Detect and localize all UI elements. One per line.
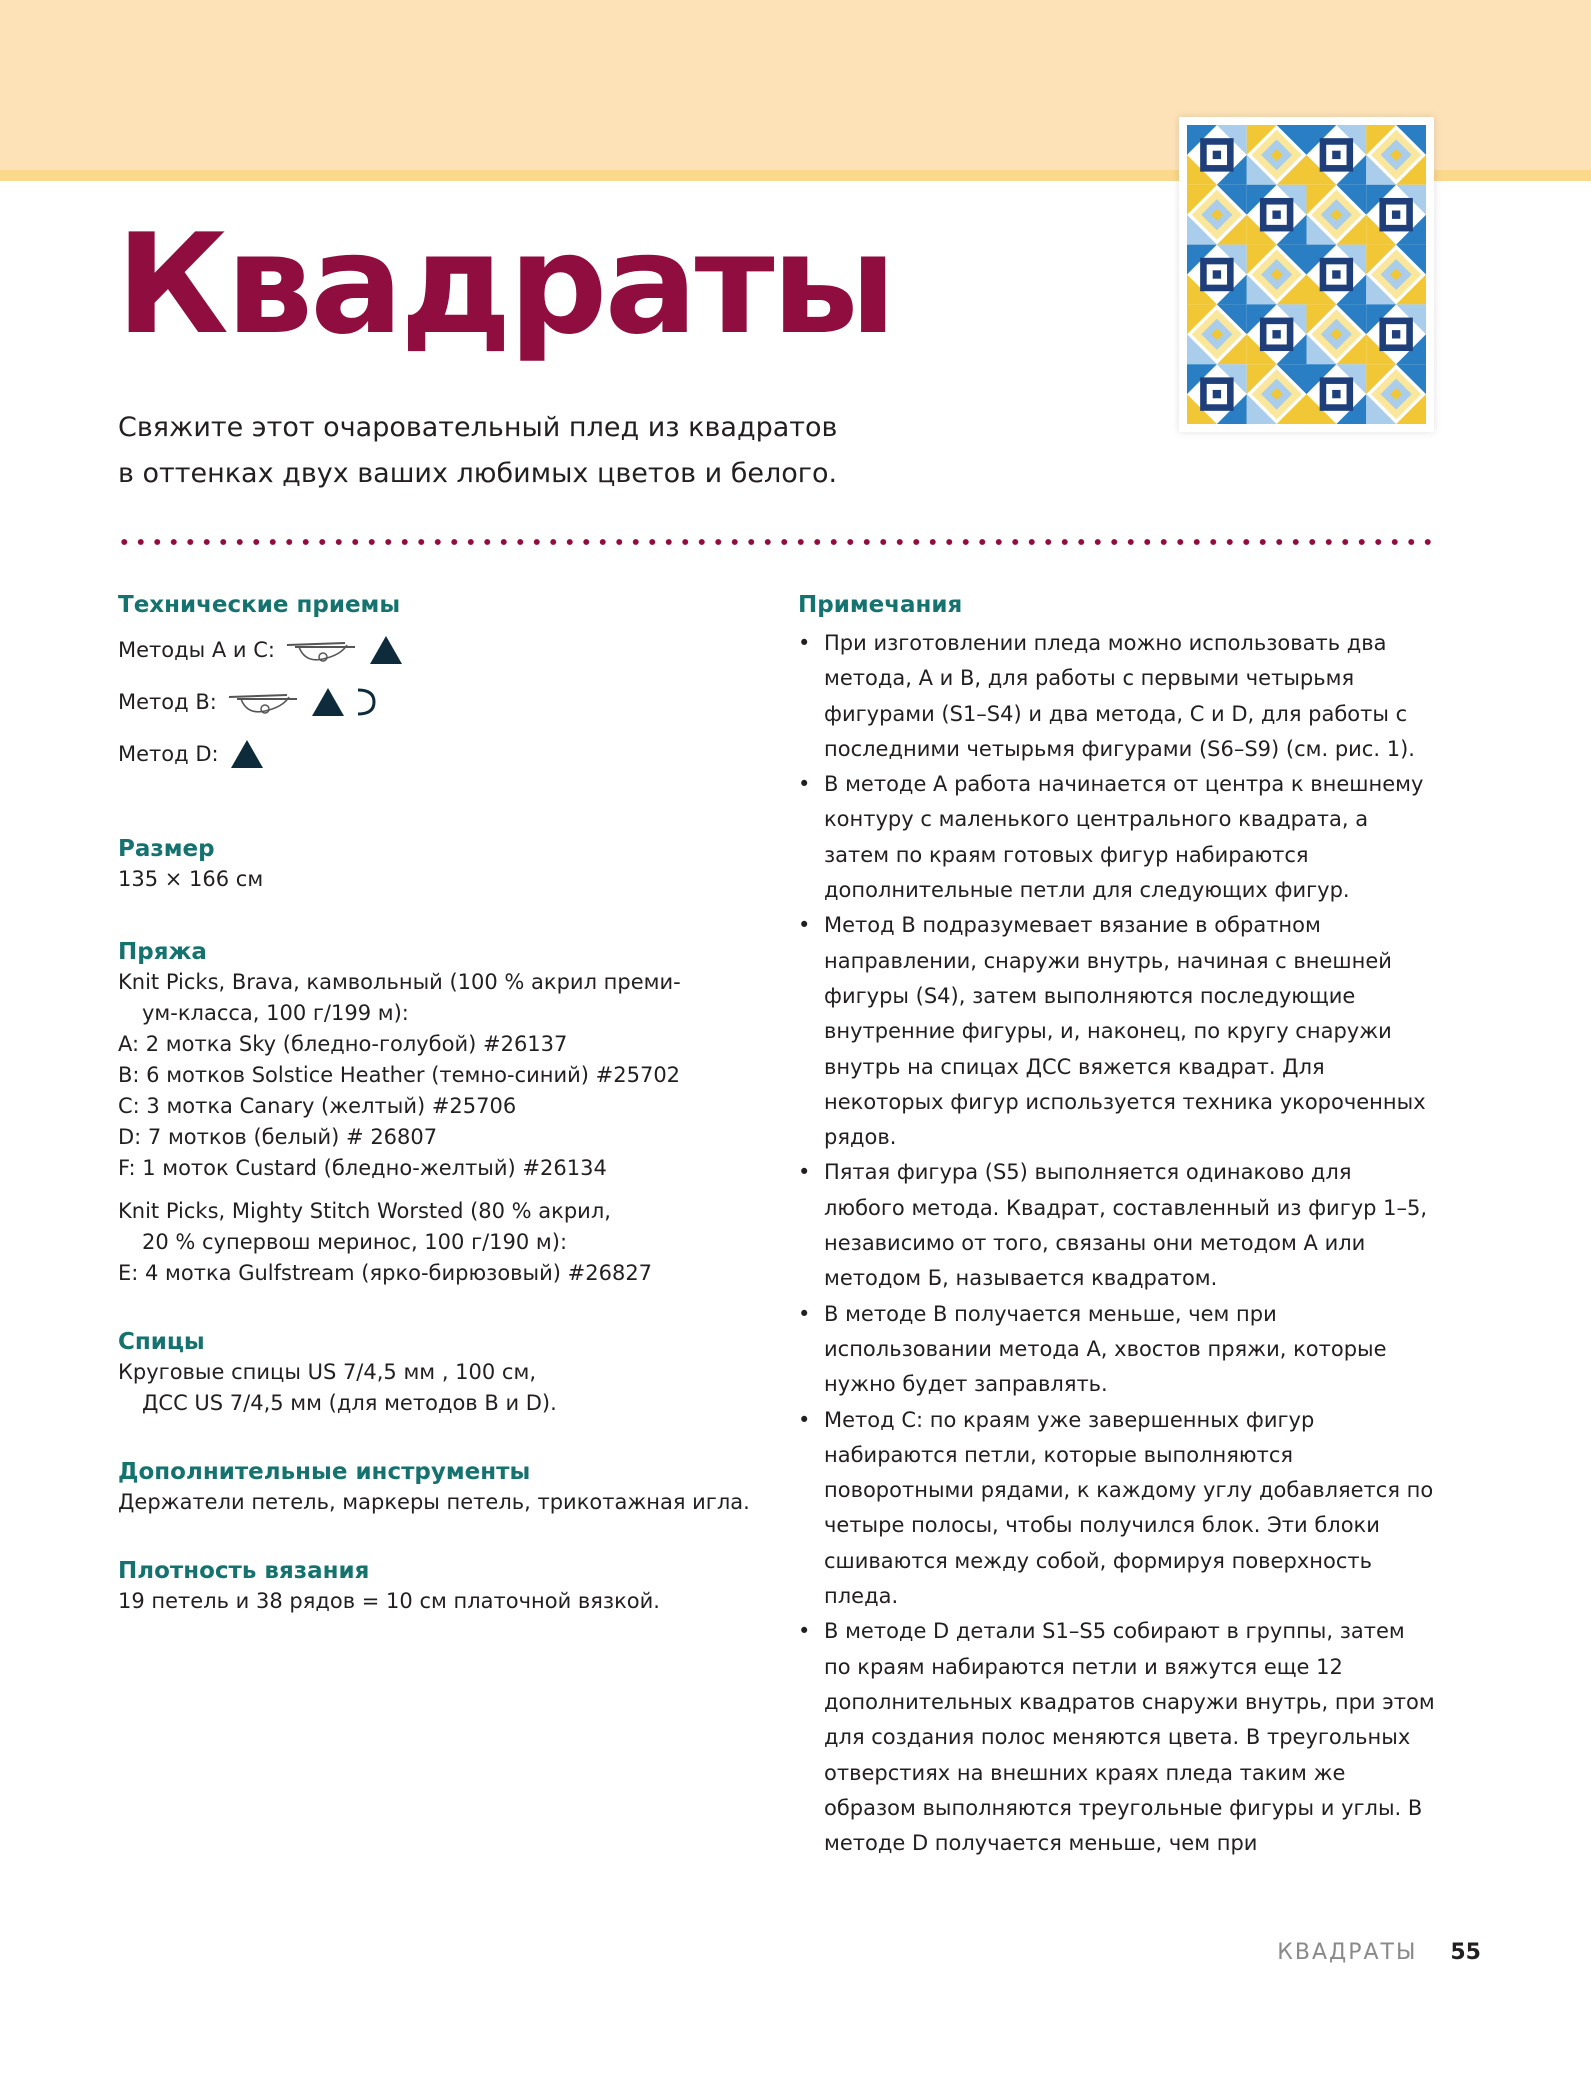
quilt-photo <box>1179 117 1434 432</box>
yarn-item: A: 2 мотка Sky (бледно-голубой) #26137 <box>118 1032 568 1056</box>
yarn-heading: Пряжа <box>118 939 207 965</box>
quilt-square <box>1272 330 1280 338</box>
quilt-square <box>1392 330 1400 338</box>
needles-line: ДСС US 7/4,5 мм (для методов B и D). <box>142 1391 557 1415</box>
method-label: Методы A и C: <box>118 638 275 662</box>
gauge-heading: Плотность вязания <box>118 1558 370 1584</box>
quilt-square <box>1272 211 1280 219</box>
note-item: • Пятая фигура (S5) выполняется одинаково для любого метода. Квадрат, составленный из фигур 1–5, независимо от того, связаны они методом A или методом Б, называется квадратом. <box>798 1155 1438 1296</box>
quilt-square <box>1213 151 1221 159</box>
quilt-square <box>1213 270 1221 278</box>
yarn-item: B: 6 мотков Solstice Heather (темно-синий) #25702 <box>118 1063 681 1087</box>
quilt-pattern-image <box>1187 125 1426 424</box>
yarn-item: C: 3 мотка Canary (желтый) #25706 <box>118 1094 517 1118</box>
yarn-brand: 20 % супервош меринос, 100 г/190 м): <box>142 1230 568 1254</box>
method-label: Метод D: <box>118 742 219 766</box>
page-title: Квадраты <box>116 204 894 365</box>
size-value: 135 × 166 см <box>118 867 264 891</box>
yarn-brand: Knit Picks, Mighty Stitch Worsted (80 % акрил, <box>118 1199 611 1223</box>
quilt-square <box>1332 270 1340 278</box>
size-heading: Размер <box>118 836 215 862</box>
triangle-icon <box>229 738 265 770</box>
note-item: • В методе B получается меньше, чем при использовании метода A, хвостов пряжи, которые нужно будет заправлять. <box>798 1297 1438 1403</box>
gauge-value: 19 петель и 38 рядов = 10 см платочной вязкой. <box>118 1589 660 1613</box>
materials-column <box>118 590 778 1617</box>
quilt-square <box>1213 390 1221 398</box>
triangle-icon <box>310 686 346 718</box>
notes-column <box>798 590 1438 1861</box>
quilt-square <box>1392 211 1400 219</box>
circular-needle-icon <box>285 633 360 667</box>
intro-text <box>118 405 878 497</box>
quilt-square <box>1332 390 1340 398</box>
note-item: • При изготовлении пледа можно использовать два метода, A и B, для работы с первыми четырьмя фигурами (S1–S4) и два метода, C и D, для работы с последними четырьмя фигурами (S6–S9) (см. рис. 1). <box>798 626 1438 767</box>
techniques-list <box>118 624 778 780</box>
yarn-brand: ум-класса, 100 г/199 м): <box>142 1001 409 1025</box>
note-item: • Метод C: по краям уже завершенных фигур набираются петли, которые выполняются поворотными рядами, к каждому углу добавляется по четыре полосы, чтобы получился блок. Эти блоки сшиваются между собой, формируя поверхность пледа. <box>798 1403 1438 1615</box>
method-label: Метод B: <box>118 690 217 714</box>
tools-value: Держатели петель, маркеры петель, трикотажная игла. <box>118 1490 750 1514</box>
yarn-item: E: 4 мотка Gulfstream (ярко-бирюзовый) #26827 <box>118 1261 653 1285</box>
method-row <box>118 728 778 780</box>
hook-icon <box>354 686 376 718</box>
method-row <box>118 676 778 728</box>
quilt-square <box>1332 151 1340 159</box>
notes-heading: Примечания <box>798 592 963 618</box>
needles-line: Круговые спицы US 7/4,5 мм , 100 см, <box>118 1360 536 1384</box>
yarn-item: D: 7 мотков (белый) # 26807 <box>118 1125 438 1149</box>
intro-line: Свяжите этот очаровательный плед из квадратов <box>118 412 838 443</box>
yarn-brand: Knit Picks, Brava, камвольный (100 % акрил преми- <box>118 970 681 994</box>
method-row <box>118 624 778 676</box>
intro-line: в оттенках двух ваших любимых цветов и белого. <box>118 458 838 489</box>
triangle-icon <box>368 634 404 666</box>
needles-heading: Спицы <box>118 1329 205 1355</box>
tools-heading: Дополнительные инструменты <box>118 1459 531 1485</box>
techniques-heading: Технические приемы <box>118 592 401 618</box>
dotted-divider <box>116 537 1436 547</box>
circular-needle-icon <box>227 685 302 719</box>
notes-list <box>798 626 1438 1861</box>
note-item: • В методе A работа начинается от центра к внешнему контуру с маленького центрального квадрата, а затем по краям готовых фигур набираются дополнительные петли для следующих фигур. <box>798 767 1438 908</box>
note-item: • Метод B подразумевает вязание в обратном направлении, снаружи внутрь, начиная с внешней фигуры (S4), затем выполняются последующие внутренние фигуры, и, наконец, по кругу снаружи внутрь на спицах ДСС вяжется квадрат. Для некоторых фигур используется техника укороченных рядов. <box>798 908 1438 1155</box>
page-footer <box>1277 1940 1481 1965</box>
running-head: КВАДРАТЫ <box>1277 1940 1418 1965</box>
yarn-item: F: 1 моток Custard (бледно-желтый) #26134 <box>118 1156 607 1180</box>
page-number: 55 <box>1450 1940 1481 1965</box>
note-item: • В методе D детали S1–S5 собирают в группы, затем по краям набираются петли и вяжутся еще 12 дополнительных квадратов снаружи внутрь, при этом для создания полос меняются цвета. В треугольных отверстиях на внешних краях пледа таким же образом выполняются треугольные фигуры и углы. В методе D получается меньше, чем при <box>798 1614 1438 1861</box>
